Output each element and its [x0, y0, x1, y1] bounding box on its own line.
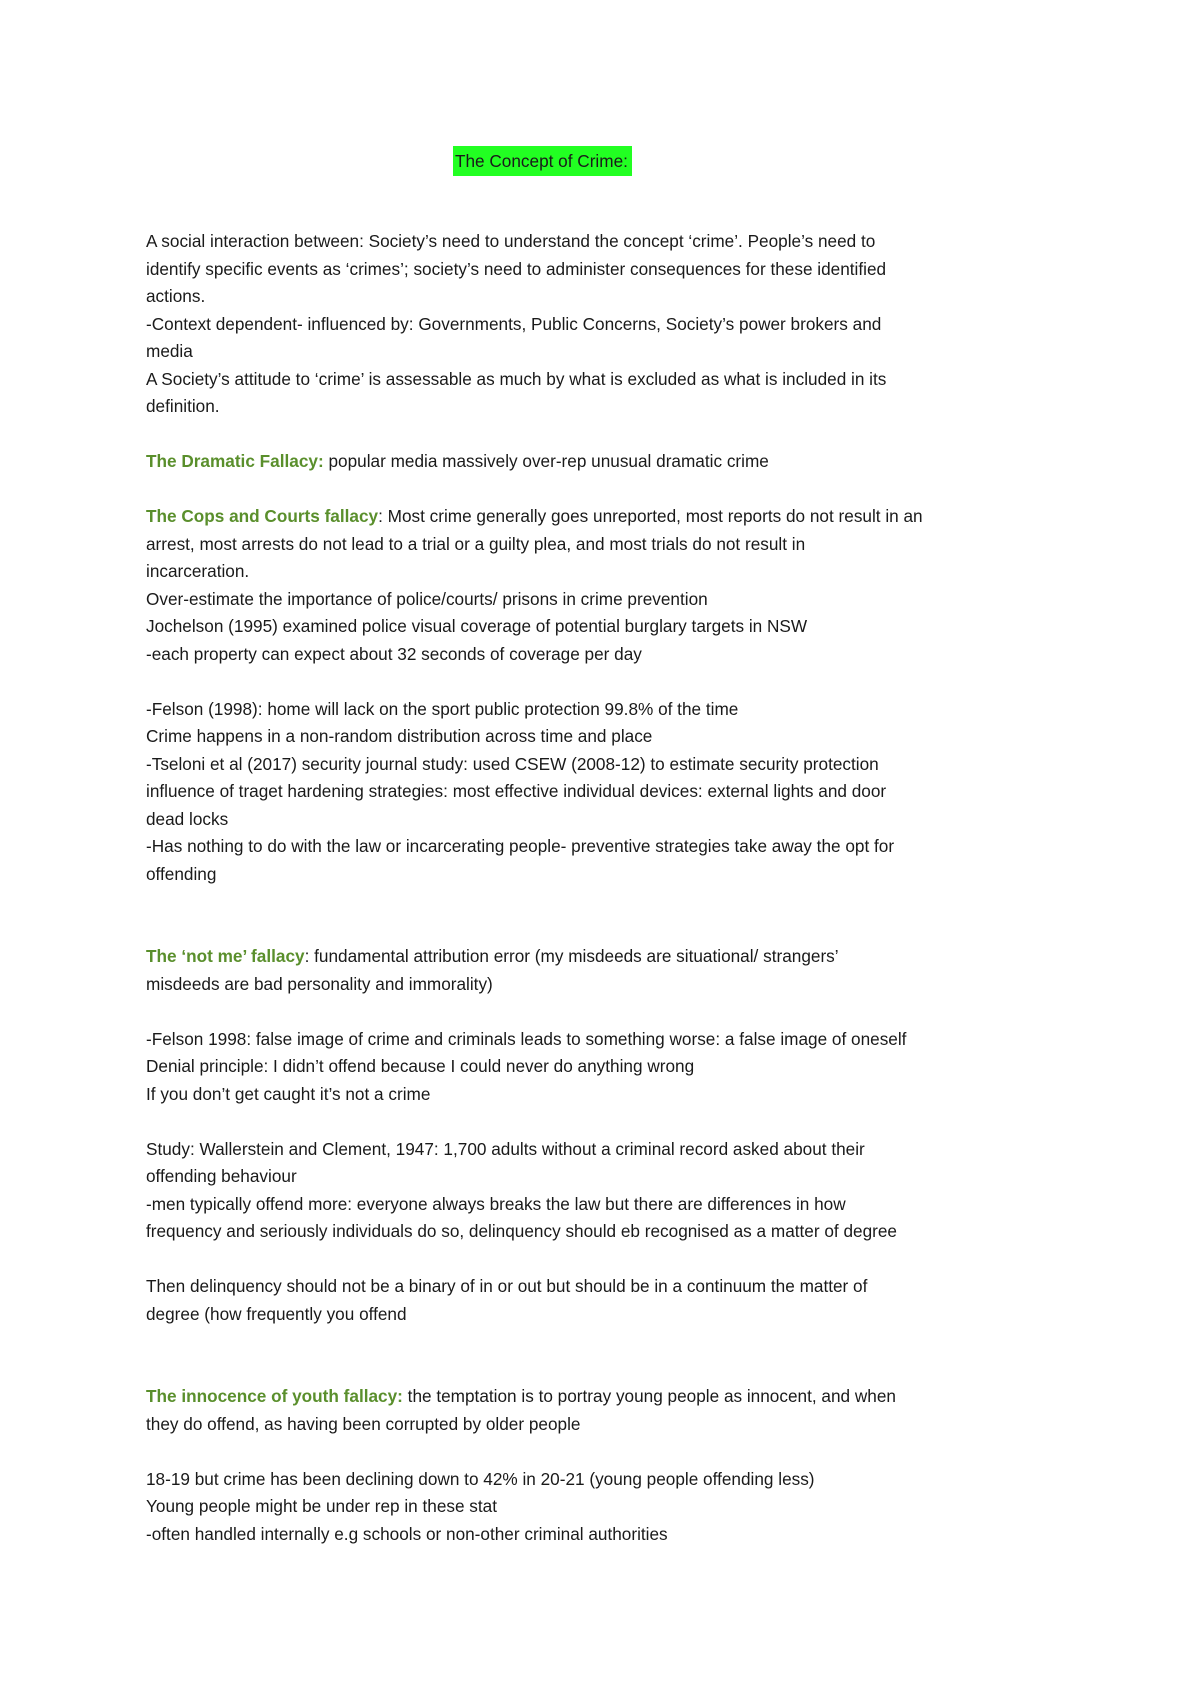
- study-line-1: Study: Wallerstein and Clement, 1947: 1,700 adults without a criminal record asked about their: [146, 1138, 865, 1159]
- felson-1998-paragraph: [146, 1026, 1076, 1109]
- not-me-fallacy-paragraph: [146, 943, 1076, 998]
- intro-line-5: media: [146, 341, 193, 361]
- felson-line-1: -Felson (1998): home will lack on the sport public protection 99.8% of the time: [146, 698, 739, 719]
- felson-line-6: -Has nothing to do with the law or incarcerating people- preventive strategies take away the opt for: [146, 836, 895, 856]
- felson2-line-1: -Felson 1998: false image of crime and criminals leads to something worse: a false image of oneself: [146, 1028, 907, 1049]
- intro-line-1: A social interaction between: Society’s need to understand the concept ‘crime’. People’s need to: [146, 231, 876, 251]
- cops-line-6: -each property can expect about 32 seconds of coverage per day: [146, 643, 642, 664]
- dramatic-fallacy-line: [146, 448, 1076, 476]
- cops-line-2: arrest, most arrests do not lead to a trial or a guilty plea, and most trials do not result in: [146, 533, 806, 554]
- felson2-line-3: If you don’t get caught it’s not a crime: [146, 1083, 431, 1104]
- cops-line-5: Jochelson (1995) examined police visual coverage of potential burglary targets in NSW: [146, 616, 808, 636]
- youth-line-1: [146, 1383, 1076, 1411]
- study-paragraph: [146, 1136, 1076, 1246]
- dramatic-fallacy-paragraph: [146, 448, 1076, 476]
- cops-line-1: [146, 503, 1076, 531]
- youth-line-1-text: the temptation is to portray young people as innocent, and when: [402, 1386, 896, 1406]
- felson-line-5: dead locks: [146, 808, 229, 829]
- intro-paragraph: [146, 228, 1076, 421]
- felson-line-3: -Tseloni et al (2017) security journal study: used CSEW (2008-12) to estimate security protection: [146, 753, 879, 774]
- felson-line-7: offending: [146, 863, 217, 884]
- dramatic-fallacy-text: popular media massively over-rep unusual dramatic crime: [323, 451, 769, 471]
- study-line-2: offending behaviour: [146, 1166, 297, 1186]
- cops-line-4: Over-estimate the importance of police/courts/ prisons in crime prevention: [146, 588, 708, 609]
- document-body: [146, 146, 1076, 1548]
- felson-line-2: Crime happens in a non-random distribution across time and place: [146, 726, 653, 746]
- stats-line-3: -often handled internally e.g schools or non-other criminal authorities: [146, 1523, 668, 1544]
- intro-line-7: definition.: [146, 396, 220, 416]
- study-line-4: frequency and seriously individuals do so, delinquency should eb recognised as a matter of degree: [146, 1221, 897, 1241]
- not-me-fallacy-heading: The ‘not me’ fallacy: [146, 946, 305, 966]
- document-title: The Concept of Crime:: [453, 146, 632, 176]
- cops-courts-heading: The Cops and Courts fallacy: [146, 506, 379, 526]
- cops-line-3: incarceration.: [146, 561, 250, 581]
- youth-line-2: they do offend, as having been corrupted by older people: [146, 1413, 581, 1434]
- felson-line-4: influence of traget hardening strategies: most effective individual devices: external lights and door: [146, 781, 887, 801]
- not-me-line-1: [146, 943, 1076, 971]
- intro-line-6: A Society’s attitude to ‘crime’ is assessable as much by what is excluded as what is included in its: [146, 368, 887, 389]
- stats-line-2: Young people might be under rep in these stat: [146, 1496, 498, 1516]
- then-line-1: Then delinquency should not be a binary of in or out but should be in a continuum the matter of: [146, 1276, 868, 1296]
- intro-line-3: actions.: [146, 286, 206, 306]
- youth-fallacy-heading: The innocence of youth fallacy:: [146, 1386, 403, 1406]
- not-me-line-2: misdeeds are bad personality and immorality): [146, 973, 493, 994]
- youth-fallacy-paragraph: [146, 1383, 1076, 1438]
- intro-line-4: -Context dependent- influenced by: Governments, Public Concerns, Society’s power brokers and: [146, 313, 882, 334]
- cops-line-1-text: : Most crime generally goes unreported, most reports do not result in an: [378, 506, 923, 526]
- dramatic-fallacy-heading: The Dramatic Fallacy:: [146, 451, 324, 471]
- continuum-paragraph: [146, 1273, 1076, 1328]
- not-me-line-1-text: : fundamental attribution error (my misdeeds are situational/ strangers’: [304, 946, 839, 966]
- stats-line-1: 18-19 but crime has been declining down to 42% in 20-21 (young people offending less): [146, 1468, 815, 1489]
- then-line-2: degree (how frequently you offend: [146, 1303, 407, 1324]
- youth-stats-paragraph: [146, 1466, 1076, 1549]
- felson2-line-2: Denial principle: I didn’t offend because I could never do anything wrong: [146, 1056, 695, 1076]
- felson-paragraph: [146, 696, 1076, 889]
- intro-line-2: identify specific events as ‘crimes’; society’s need to administer consequences for these identified: [146, 258, 887, 279]
- cops-courts-paragraph: [146, 503, 1076, 668]
- study-line-3: -men typically offend more: everyone always breaks the law but there are differences in how: [146, 1193, 846, 1214]
